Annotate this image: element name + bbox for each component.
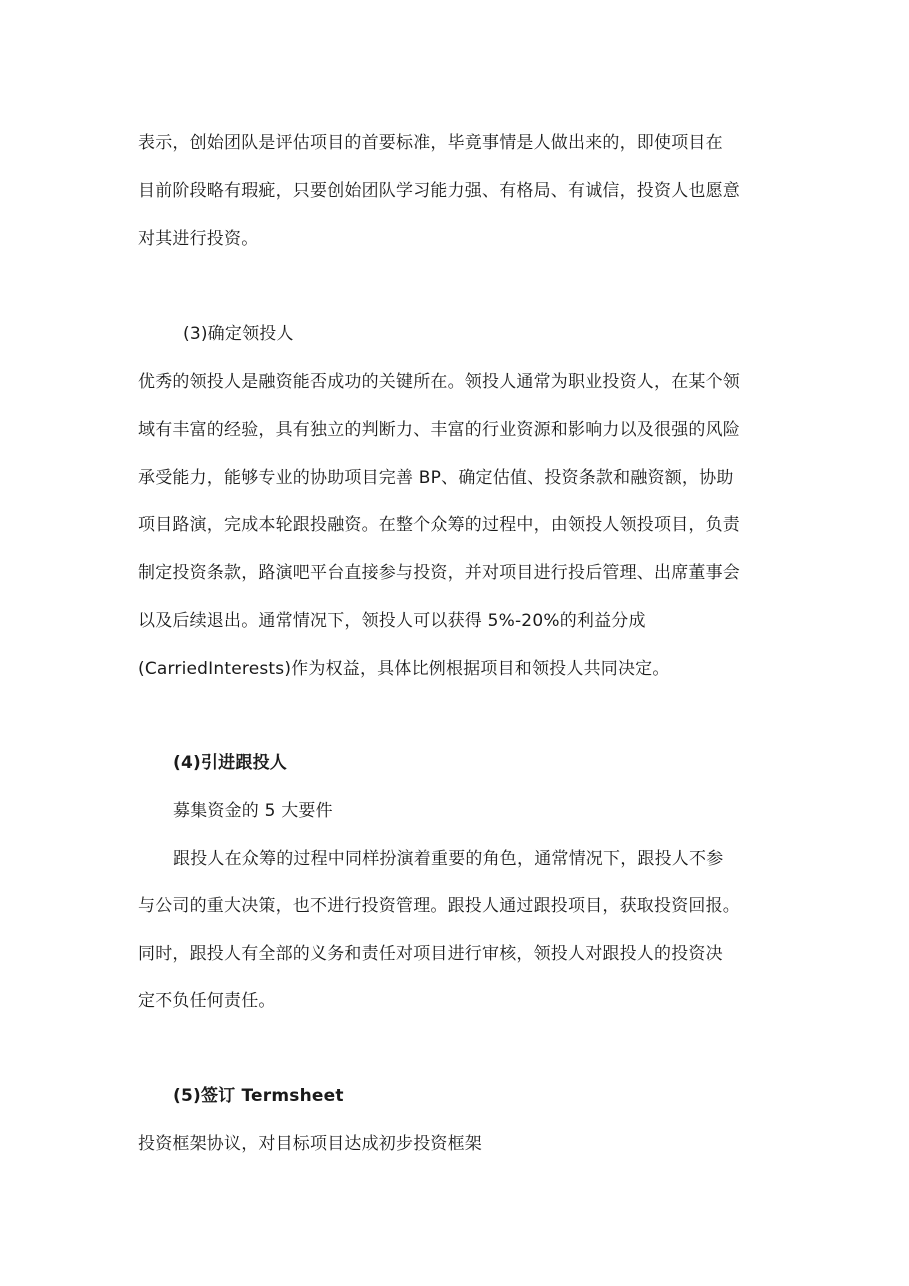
paragraph-line: 同时，跟投人有全部的义务和责任对项目进行审核，领投人对跟投人的投资决 [138,944,723,964]
paragraph-line: 表示，创始团队是评估项目的首要标准，毕竟事情是人做出来的，即使项目在 [138,133,723,153]
paragraph-line: 域有丰富的经验，具有独立的判断力、丰富的行业资源和影响力以及很强的风险 [138,420,740,440]
paragraph-line: 优秀的领投人是融资能否成功的关键所在。领投人通常为职业投资人，在某个领 [138,372,740,392]
section-subheading: 募集资金的 5 大要件 [173,801,333,821]
paragraph-line: 定不负任何责任。 [138,991,276,1011]
paragraph-line: (CarriedInterests)作为权益，具体比例根据项目和领投人共同决定。 [138,659,670,679]
section-heading: (5)签订 Termsheet [173,1086,344,1106]
paragraph-line: 制定投资条款，路演吧平台直接参与投资，并对项目进行投后管理、出席董事会 [138,563,740,583]
paragraph-line: 以及后续退出。通常情况下，领投人可以获得 5%-20%的利益分成 [138,611,646,631]
paragraph-line: 承受能力，能够专业的协助项目完善 BP、确定估值、投资条款和融资额，协助 [138,468,734,488]
section-heading: (3)确定领投人 [183,324,294,344]
paragraph-line: 目前阶段略有瑕疵，只要创始团队学习能力强、有格局、有诚信，投资人也愿意 [138,181,740,201]
paragraph-line: 投资框架协议，对目标项目达成初步投资框架 [138,1134,482,1154]
paragraph-line: 对其进行投资。 [138,229,259,249]
paragraph-line: 与公司的重大决策，也不进行投资管理。跟投人通过跟投项目，获取投资回报。 [138,896,740,916]
section-heading: (4)引进跟投人 [173,753,287,773]
paragraph-line: 跟投人在众筹的过程中同样扮演着重要的角色，通常情况下，跟投人不参 [173,849,724,869]
paragraph-line: 项目路演，完成本轮跟投融资。在整个众筹的过程中，由领投人领投项目，负责 [138,515,740,535]
